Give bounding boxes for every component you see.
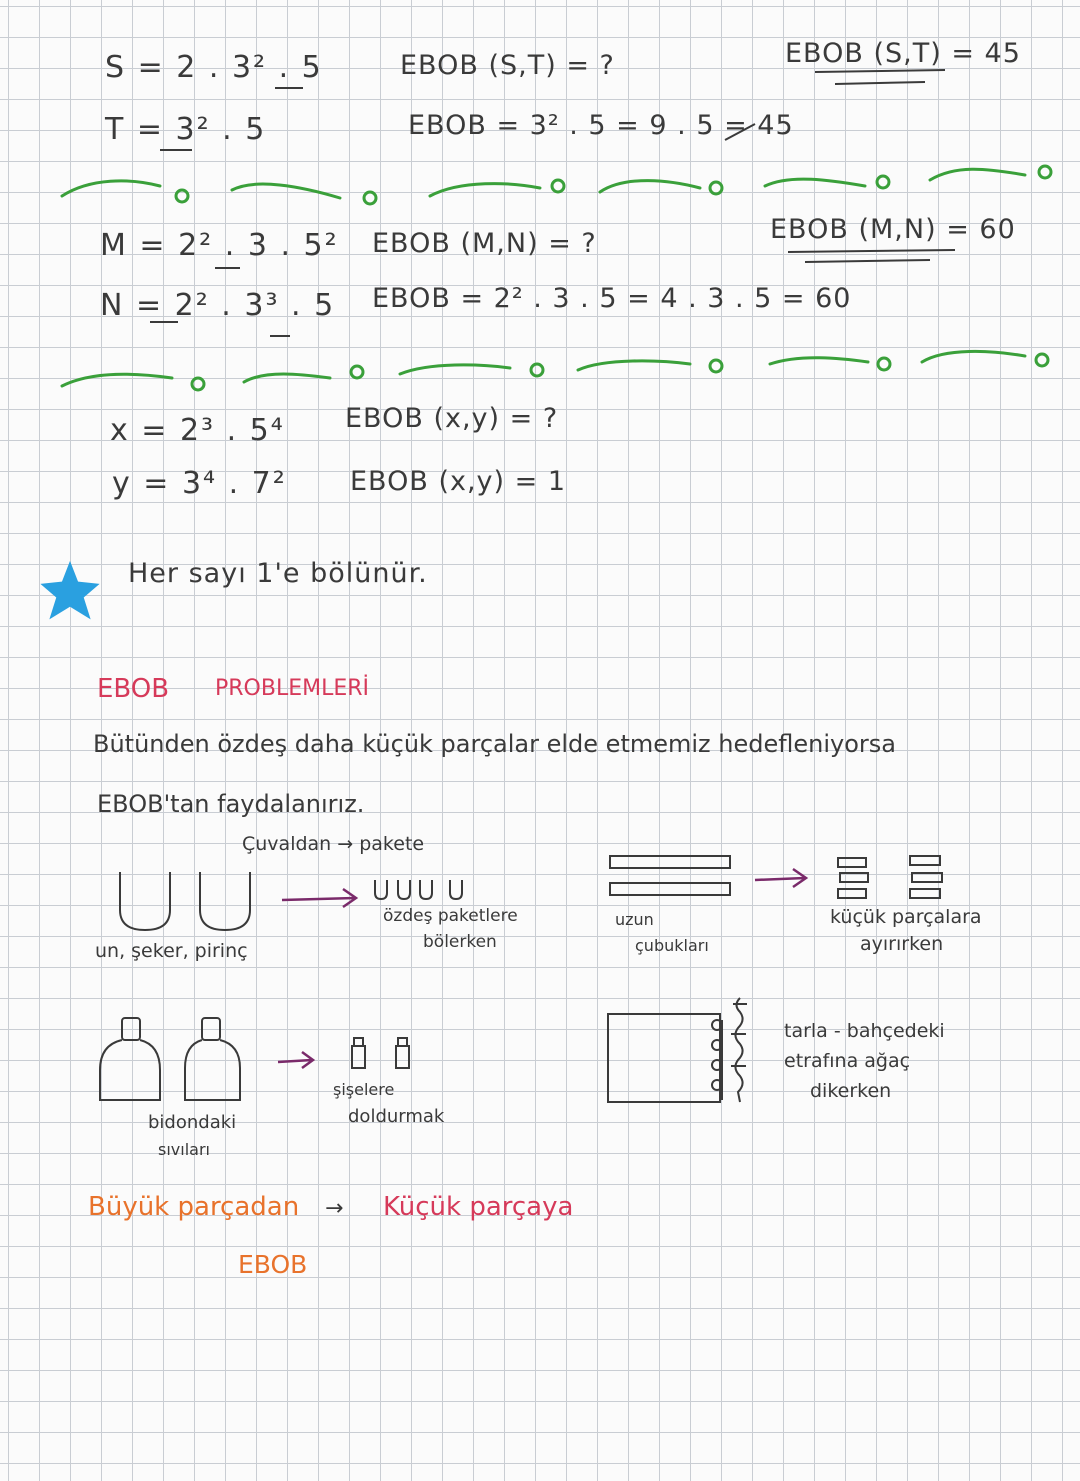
star-icon xyxy=(44,565,96,616)
ebob-mn-question: EBOB (M,N) = ? xyxy=(372,228,597,259)
small-bottle-icons xyxy=(352,1038,409,1068)
field-label-2: etrafına ağaç xyxy=(784,1050,911,1072)
note-text: Her sayı 1'e bölünür. xyxy=(128,558,428,589)
bottle-result-2: doldurmak xyxy=(348,1106,445,1127)
field-label-1: tarla - bahçedeki xyxy=(784,1020,945,1042)
sack-result-2: bölerken xyxy=(423,932,497,952)
ebob-xy-answer: EBOB (x,y) = 1 xyxy=(350,466,567,497)
pieces-icons xyxy=(838,856,942,898)
x-factorization: x = 2³ . 5⁴ xyxy=(110,413,285,448)
section-title-ebob: EBOB xyxy=(97,674,170,704)
bottle-label-2: sıvıları xyxy=(158,1140,210,1159)
m-factorization: M = 2² . 3 . 5² xyxy=(100,228,339,263)
bottle-label-1: bidondaki xyxy=(148,1112,237,1133)
ebob-st-answer: EBOB (S,T) = 45 xyxy=(785,38,1021,69)
summary-left: Büyük parçadan xyxy=(88,1192,300,1222)
arrow-icon xyxy=(282,889,356,907)
summary-sub: EBOB xyxy=(238,1250,308,1279)
rod-icons xyxy=(610,856,730,895)
summary-arrow: → xyxy=(325,1196,344,1221)
green-divider-2 xyxy=(62,351,1048,390)
sack-result-1: özdeş paketlere xyxy=(383,906,518,926)
field-icon xyxy=(608,998,747,1102)
arrow-icon xyxy=(278,1052,313,1068)
summary-right: Küçük parçaya xyxy=(383,1192,574,1222)
ebob-xy-question: EBOB (x,y) = ? xyxy=(345,403,559,434)
green-divider-1 xyxy=(62,166,1051,204)
bottle-result-1: şişelere xyxy=(333,1080,395,1099)
ebob-mn-answer: EBOB (M,N) = 60 xyxy=(770,214,1016,245)
rods-result-2: ayırırken xyxy=(860,933,944,955)
intro-line-1: Bütünden özdeş daha küçük parçalar elde etmemiz hedefleniyorsa xyxy=(93,730,896,758)
rods-label-2: çubukları xyxy=(635,936,709,955)
sack-label: un, şeker, pirinç xyxy=(95,940,248,962)
arrow-icon xyxy=(755,869,806,887)
y-factorization: y = 3⁴ . 7² xyxy=(112,466,287,501)
n-factorization: N = 2² . 3³ . 5 xyxy=(100,288,336,323)
field-label-3: dikerken xyxy=(810,1080,892,1102)
ebob-st-calculation: EBOB = 3² . 5 = 9 . 5 = 45 xyxy=(408,110,794,141)
s-factorization: S = 2 . 3² . 5 xyxy=(105,50,323,85)
rods-result-1: küçük parçalara xyxy=(830,906,982,928)
ebob-mn-calculation: EBOB = 2² . 3 . 5 = 4 . 3 . 5 = 60 xyxy=(372,283,852,314)
sack-icons xyxy=(120,872,250,930)
sack-top-label: Çuvaldan → pakete xyxy=(242,833,425,855)
packet-icons xyxy=(375,880,462,899)
bottle-icons xyxy=(100,1018,240,1100)
intro-line-2: EBOB'tan faydalanırız. xyxy=(97,790,365,818)
section-title-problems: PROBLEMLERİ xyxy=(215,676,370,701)
t-factorization: T = 3² . 5 xyxy=(105,112,267,147)
ebob-st-question: EBOB (S,T) = ? xyxy=(400,50,615,81)
rods-label-1: uzun xyxy=(615,910,654,929)
